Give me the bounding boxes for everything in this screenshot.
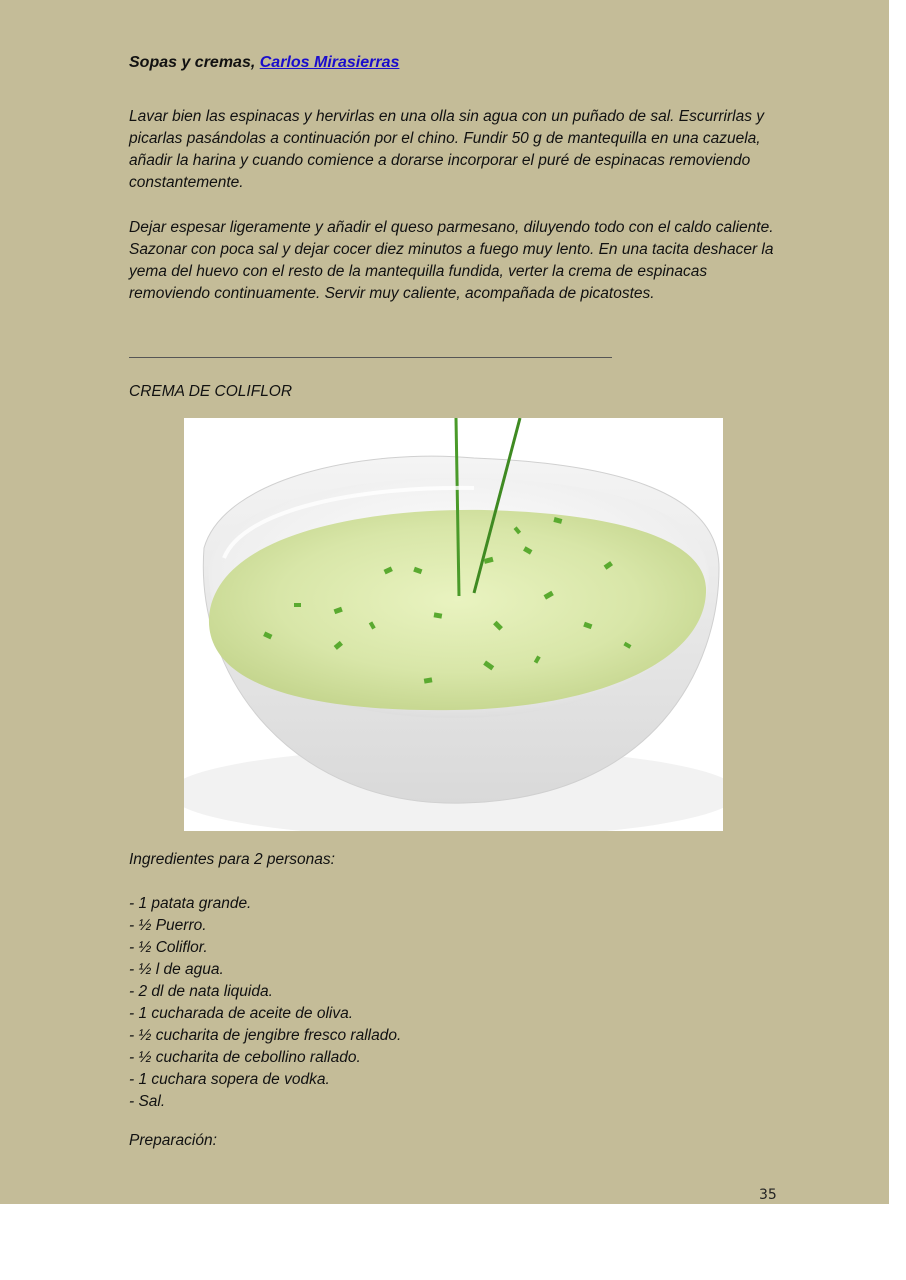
list-item: - ½ l de agua. [129, 961, 224, 978]
separator-line [129, 357, 612, 358]
list-item: - ½ cucharita de jengibre fresco rallado. [129, 1027, 402, 1044]
list-item: - ½ cucharita de cebollino rallado. [129, 1049, 361, 1066]
list-item: - 1 patata grande. [129, 895, 252, 912]
ingredients-title: Ingredientes para 2 personas: [129, 851, 335, 868]
page-header [129, 52, 779, 74]
list-item: - 2 dl de nata liquida. [129, 983, 273, 1000]
author-link[interactable]: Carlos Mirasierras [259, 54, 400, 71]
paragraph-1: Lavar bien las espinacas y hervirlas en una olla sin agua con un puñado de sal. Escurrirlas y picarlas pasándolas a continuación por el chino. Fundir 50 g de mantequilla en una cazuela, añadir la harina y cuando comience a dorarse incorporar el puré de espinacas removiendo constantemente. [129, 108, 765, 191]
list-item: - Sal. [129, 1093, 166, 1110]
soup-bowl-illustration [184, 418, 723, 831]
section-title: CREMA DE COLIFLOR [129, 383, 293, 400]
soup-photo [184, 418, 723, 831]
list-item: - ½ Puerro. [129, 917, 207, 934]
list-item: - ½ Coliflor. [129, 939, 208, 956]
page-number: 35 [759, 1187, 777, 1203]
paragraph-2: Dejar espesar ligeramente y añadir el queso parmesano, diluyendo todo con el caldo caliente. Sazonar con poca sal y dejar cocer diez minutos a fuego muy lento. En una tacita deshacer la yema del huevo con el resto de la mantequilla fundida, verter la crema de espinacas removiendo continuamente. Servir muy caliente, acompañada de picatostes. [129, 219, 774, 302]
preparation-label: Preparación: [129, 1132, 217, 1149]
header-title: Sopas y cremas, [129, 54, 260, 71]
ingredients-list [129, 893, 779, 1113]
list-item: - 1 cucharada de aceite de oliva. [129, 1005, 354, 1022]
list-item: - 1 cuchara sopera de vodka. [129, 1071, 330, 1088]
